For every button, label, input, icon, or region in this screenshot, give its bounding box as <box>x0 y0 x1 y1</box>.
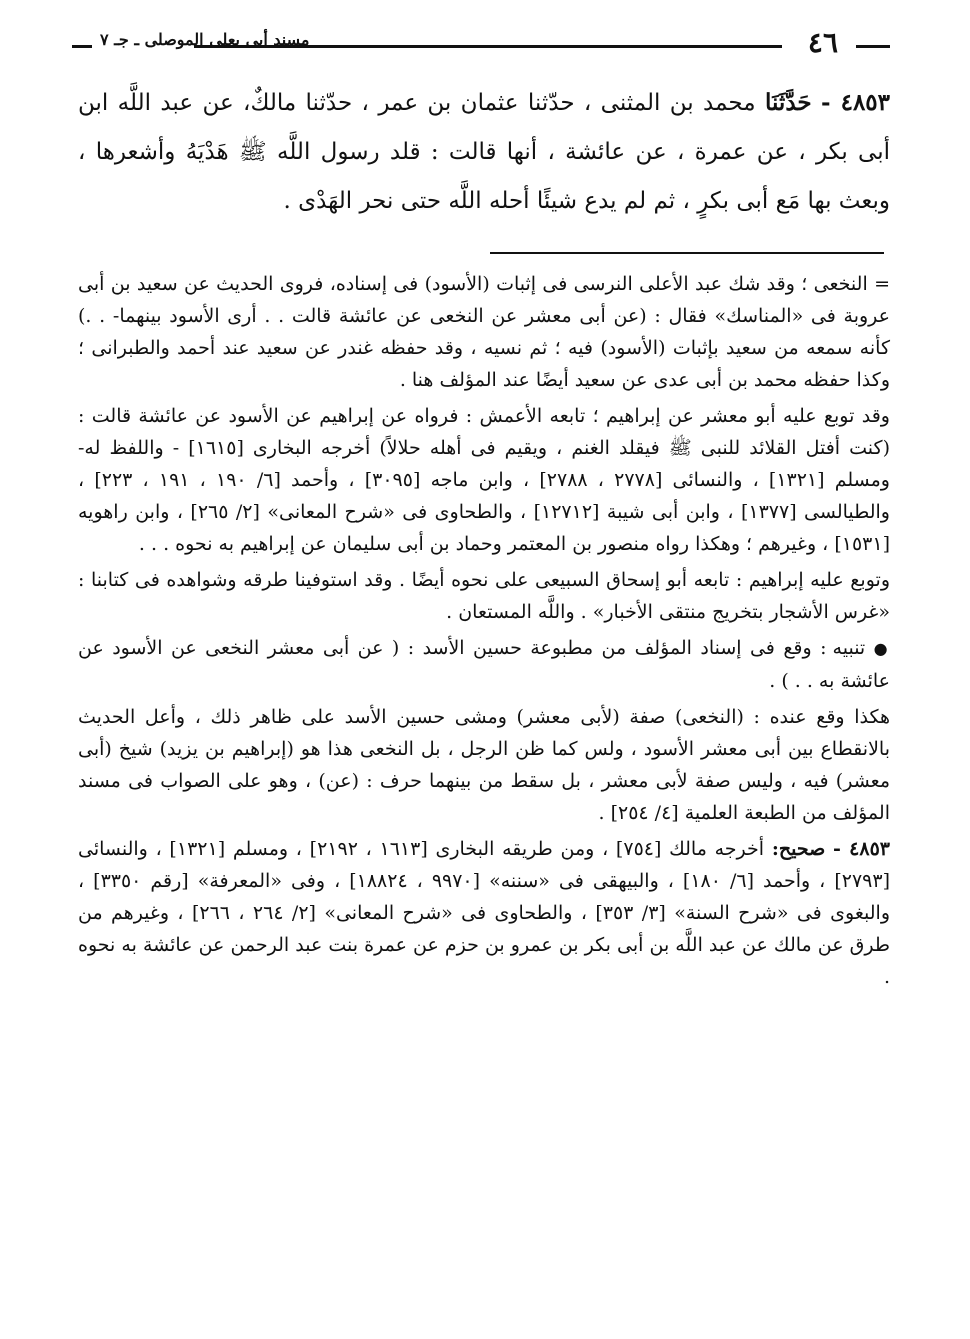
header-dash-right <box>856 45 890 48</box>
page-header <box>72 22 890 62</box>
page-number: ٤٦ <box>807 26 838 59</box>
hadith-body: محمد بن المثنى ، حدّثنا عثمان بن عمر ، حدّثنا مالكٌ، عن عبد اللَّه ابن أبى بكر ، عن عمرة ، عن عائشة ، أنها قالت : قلد رسول اللَّه ﷺ هَدْيَهُ وأشعرها ، وبعث بها مَع أبى بكرٍ ، ثم لم يدع شيئًا أحله اللَّه حتى نحر الهَدْى . <box>78 90 890 214</box>
notice-paragraph <box>78 632 890 697</box>
notice-continuation: هكذا وقع عنده : (النخعى) صفة (لأبى معشر) ومشى حسين الأسد على ظاهر ذلك ، وأعل الحديث بالانقطاع بين أبى معشر الأسود ، ولس كما ظن الرجل ، بل النخعى هذا هو (إبراهيم بن يزيد) شيخ (أبى معشر) فيه ، وليس صفة لأبى معشر ، بل سقط من بينهما حرف : (عن) ، وهو على الصواب فى مسند المؤلف من الطبعة العلمية [٤/ ٢٥٤] . <box>78 706 890 824</box>
footnote-paragraph: وتوبع عليه إبراهيم : تابعه أبو إسحاق السبيعى على نحوه أيضًا . وقد استوفينا طرقه وشواهده فى كتابنا : «غرس الأشجار بتخريج منتقى الأخبار» . واللَّه المستعان . <box>78 569 890 623</box>
takhrij-text: أخرجه مالك [٧٥٤] ، ومن طريقه البخارى [١٦١٣ ، ٢١٩٢] ، ومسلم [١٣٢١] ، والنسائى [٢٧٩٣] ، وأحمد [٦/ ١٨٠] ، والبيهقى فى «سننه» [٩٩٧٠ ، ١٨٨٢٤] ، وفى «المعرفة» [رقم ٣٣٥٠] ، والبغوى فى «شرح السنة» [٣/ ٣٥٣] ، والطحاوى فى «شرح المعانى» [٢/ ٢٦٤ ، ٢٦٦] ، وغيرهم من طرق عن مالك عن عبد اللَّه بن أبى بكر بن عمرو بن حزم عن عمرة بنت عبد الرحمن عن عائشة به نحوه . <box>78 838 890 988</box>
footnote-paragraph: = النخعى ؛ وقد شك عبد الأعلى النرسى فى إثبات (الأسود) فى إسناده، فروى الحديث عن سعيد بن أبى عروبة فى «المناسك» فقال : (عن أبى معشر عن النخعى عن عائشة قالت . . أرى الأسود بينهما- . .) كأنه سمعه من سعيد بإثبات (الأسود) فيه ؛ ثم نسيه ، وقد حفظه غندر عن سعيد عند أحمد والطبرانى ؛ وكذا حفظه محمد بن أبى عدى عن سعيد أيضًا عند المؤلف هنا . <box>78 273 890 391</box>
takhrij-paragraph <box>78 833 890 993</box>
hadith-text <box>78 78 890 226</box>
takhrij-grade: صحيح: <box>771 838 826 860</box>
takhrij-number: ٤٨٥٣ - <box>832 838 890 860</box>
footnote-paragraph: وقد توبع عليه أبو معشر عن إبراهيم ؛ تابعه الأعمش : فرواه عن إبراهيم عن الأسود عن عائشة قالت : (كنت أفتل القلائد للنبى ﷺ فيقلد الغنم ، ويقيم فى أهله حلالاً) أخرجه البخارى [١٦١٥] - واللفظ له- ومسلم [١٣٢١] ، والنسائى [٢٧٧٨ ، ٢٧٨٨] ، وابن ماجه [٣٠٩٥] ، وأحمد [٦/ ١٩٠ ، ١٩١ ، ٢٢٣] ، والطيالسى [١٣٧٧] ، وابن أبى شيبة [١٢٧١٢] ، والطحاوى فى «شرح المعانى» [٢/ ٢٦٥] ، وابن راهويه [١٥٣١] ، وغيرهم ؛ وهكذا رواه منصور بن المعتمر وحماد بن أبى سليمان عن إبراهيم به نحوه . . . <box>78 405 890 555</box>
hadith-keyword: حَدَّثَنَا <box>764 89 812 116</box>
footnotes <box>78 268 890 997</box>
header-dash-left <box>72 45 92 48</box>
notice-text: تنبيه : وقع فى إسناد المؤلف من مطبوعة حسين الأسد : ( عن أبى معشر النخعى عن الأسود عن عائشة به . . ) . <box>78 637 890 692</box>
hadith-number: ٤٨٥٣ - <box>820 89 891 116</box>
footnote-separator <box>490 252 884 254</box>
running-title: مسند أبى يعلى الموصلى ـ جـ ٧ <box>100 30 310 49</box>
bullet-icon: ● <box>873 639 890 658</box>
